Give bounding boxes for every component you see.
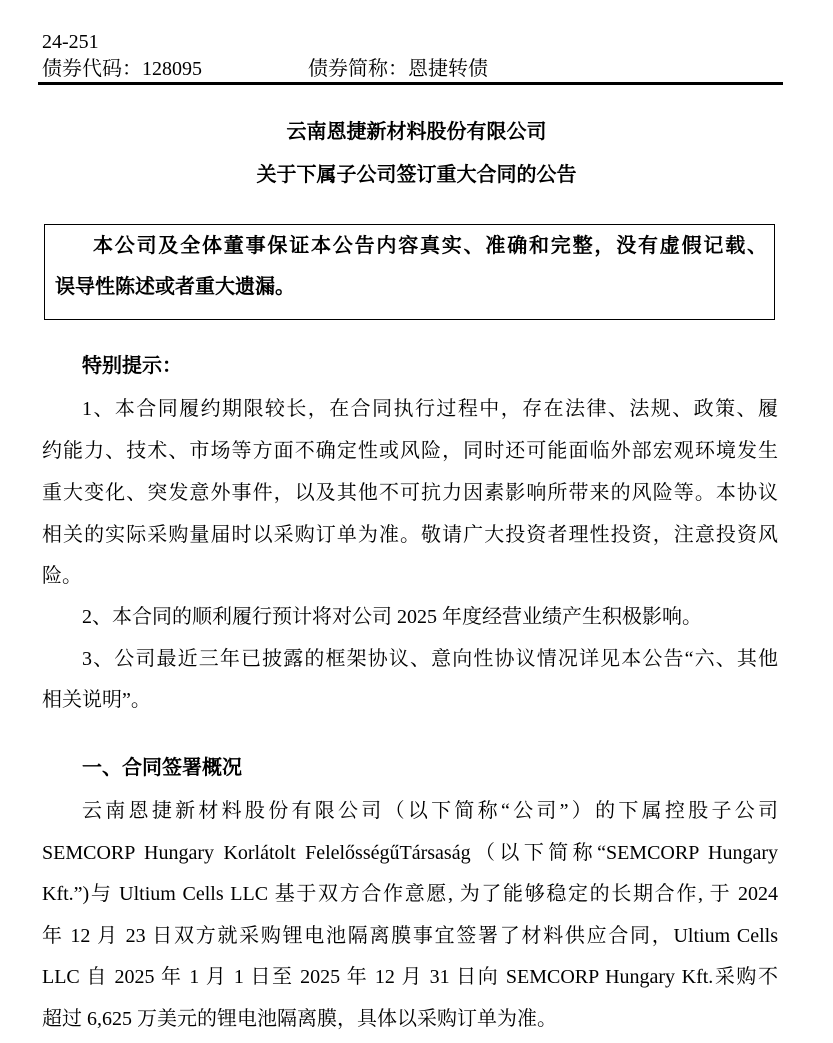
header-rule xyxy=(38,82,783,85)
notice-item1-line: 1、本合同履约期限较长，在合同执行过程中，存在法律、法规、政策、履 xyxy=(82,398,778,420)
section1-heading: 一、合同签署概况 xyxy=(82,757,242,779)
disclaimer-line: 本公司及全体董事保证本公告内容真实、准确和完整，没有虚假记载、 xyxy=(93,235,767,257)
section1-line: Kft.”)与 Ultium Cells LLC 基于双方合作意愿, 为了能够稳定的长期合作, 于 2024 xyxy=(42,883,778,905)
notice-item1-line: 约能力、技术、市场等方面不确定性或风险，同时还可能面临外部宏观环境发生 xyxy=(42,440,778,462)
bond-name: 债券简称：恩捷转债 xyxy=(308,58,488,80)
section1-line: LLC 自 2025 年 1 月 1 日至 2025 年 12 月 31 日向 SEMCORP Hungary Kft.采购不 xyxy=(42,966,778,988)
notice-item3-line: 相关说明”。 xyxy=(42,689,151,711)
section1-line: 年 12 月 23 日双方就采购锂电池隔离膜事宜签署了材料供应合同，Ultium Cells xyxy=(42,925,778,947)
doc-number: 24-251 xyxy=(42,31,99,53)
section1-line: 云南恩捷新材料股份有限公司（以下简称“公司”）的下属控股子公司 xyxy=(82,800,778,822)
section1-line: 超过 6,625 万美元的锂电池隔离膜，具体以采购订单为准。 xyxy=(42,1008,557,1030)
notice-item1-line: 险。 xyxy=(42,565,82,587)
bond-code: 债券代码：128095 xyxy=(42,58,202,80)
special-notice-heading: 特别提示： xyxy=(82,355,182,377)
section1-line: SEMCORP Hungary Korlátolt FelelősségűTársaság（以下简称“SEMCORP Hungary xyxy=(42,842,778,864)
notice-item1-line: 重大变化、突发意外事件，以及其他不可抗力因素影响所带来的风险等。本协议 xyxy=(42,482,778,504)
company-title: 云南恩捷新材料股份有限公司 xyxy=(286,121,547,143)
notice-item3-line: 3、公司最近三年已披露的框架协议、意向性协议情况详见本公告“六、其他 xyxy=(82,648,778,670)
disclaimer-line: 误导性陈述或者重大遗漏。 xyxy=(55,276,295,298)
disclaimer-box xyxy=(44,224,775,320)
notice-item1-line: 相关的实际采购量届时以采购订单为准。敬请广大投资者理性投资，注意投资风 xyxy=(42,524,778,546)
announcement-title: 关于下属子公司签订重大合同的公告 xyxy=(256,164,577,186)
notice-item2-line: 2、本合同的顺利履行预计将对公司 2025 年度经营业绩产生积极影响。 xyxy=(82,606,702,628)
